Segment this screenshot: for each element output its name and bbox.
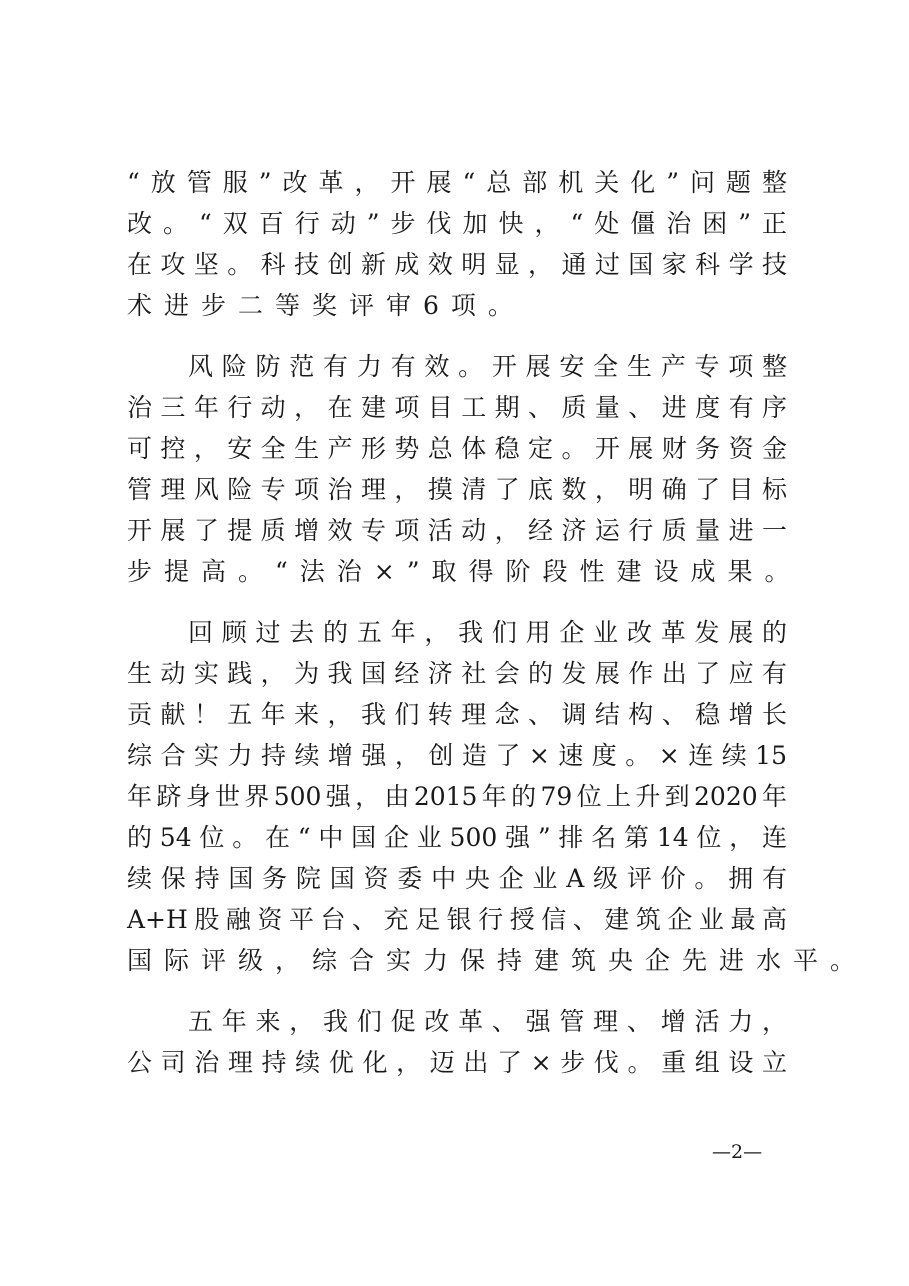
text-line: 公司治理持续优化，迈出了×步伐。重组设立 <box>127 1048 787 1077</box>
paragraph-first-line: 回顾过去的五年，我们用企业改革发展的 <box>188 618 787 647</box>
text-line: 贡献！五年来，我们转理念、调结构、稳增长 <box>127 700 787 729</box>
paragraph-first-line: 五年来，我们促改革、强管理、增活力， <box>188 1007 787 1036</box>
text-line: 开展了提质增效专项活动，经济运行质量进一 <box>127 516 787 545</box>
paragraph-first-line: 风险防范有力有效。开展安全生产专项整 <box>188 352 787 381</box>
text-line: 续保持国务院国资委中央企业A级评价。拥有 <box>127 864 787 893</box>
text-line: 的54位。在“中国企业500强”排名第14位，连 <box>127 823 787 852</box>
text-line: 在攻坚。科技创新成效明显，通过国家科学技 <box>127 250 787 279</box>
text-line: 生动实践，为我国经济社会的发展作出了应有 <box>127 659 787 688</box>
text-line: 步提高。“法治×”取得阶段性建设成果。 <box>127 557 802 586</box>
text-line: 改。“双百行动”步伐加快，“处僵治困”正 <box>127 209 787 238</box>
text-line: 国际评级，综合实力保持建筑央企先进水平。 <box>127 946 868 975</box>
text-line: 年跻身世界500强，由2015年的79位上升到2020年 <box>127 782 787 811</box>
text-line: 综合实力持续增强，创造了×速度。×连续15 <box>127 741 787 770</box>
text-line: 管理风险专项治理，摸清了底数，明确了目标 <box>127 475 787 504</box>
text-line: “放管服”改革，开展“总部机关化”问题整 <box>127 168 787 197</box>
text-line: 术进步二等奖评审6项。 <box>127 291 525 320</box>
text-line: 治三年行动，在建项目工期、质量、进度有序 <box>127 393 787 422</box>
text-line: A+H股融资平台、充足银行授信、建筑企业最高 <box>127 905 787 934</box>
text-line: 可控，安全生产形势总体稳定。开展财务资金 <box>127 434 787 463</box>
page-number: —2— <box>712 1141 763 1163</box>
